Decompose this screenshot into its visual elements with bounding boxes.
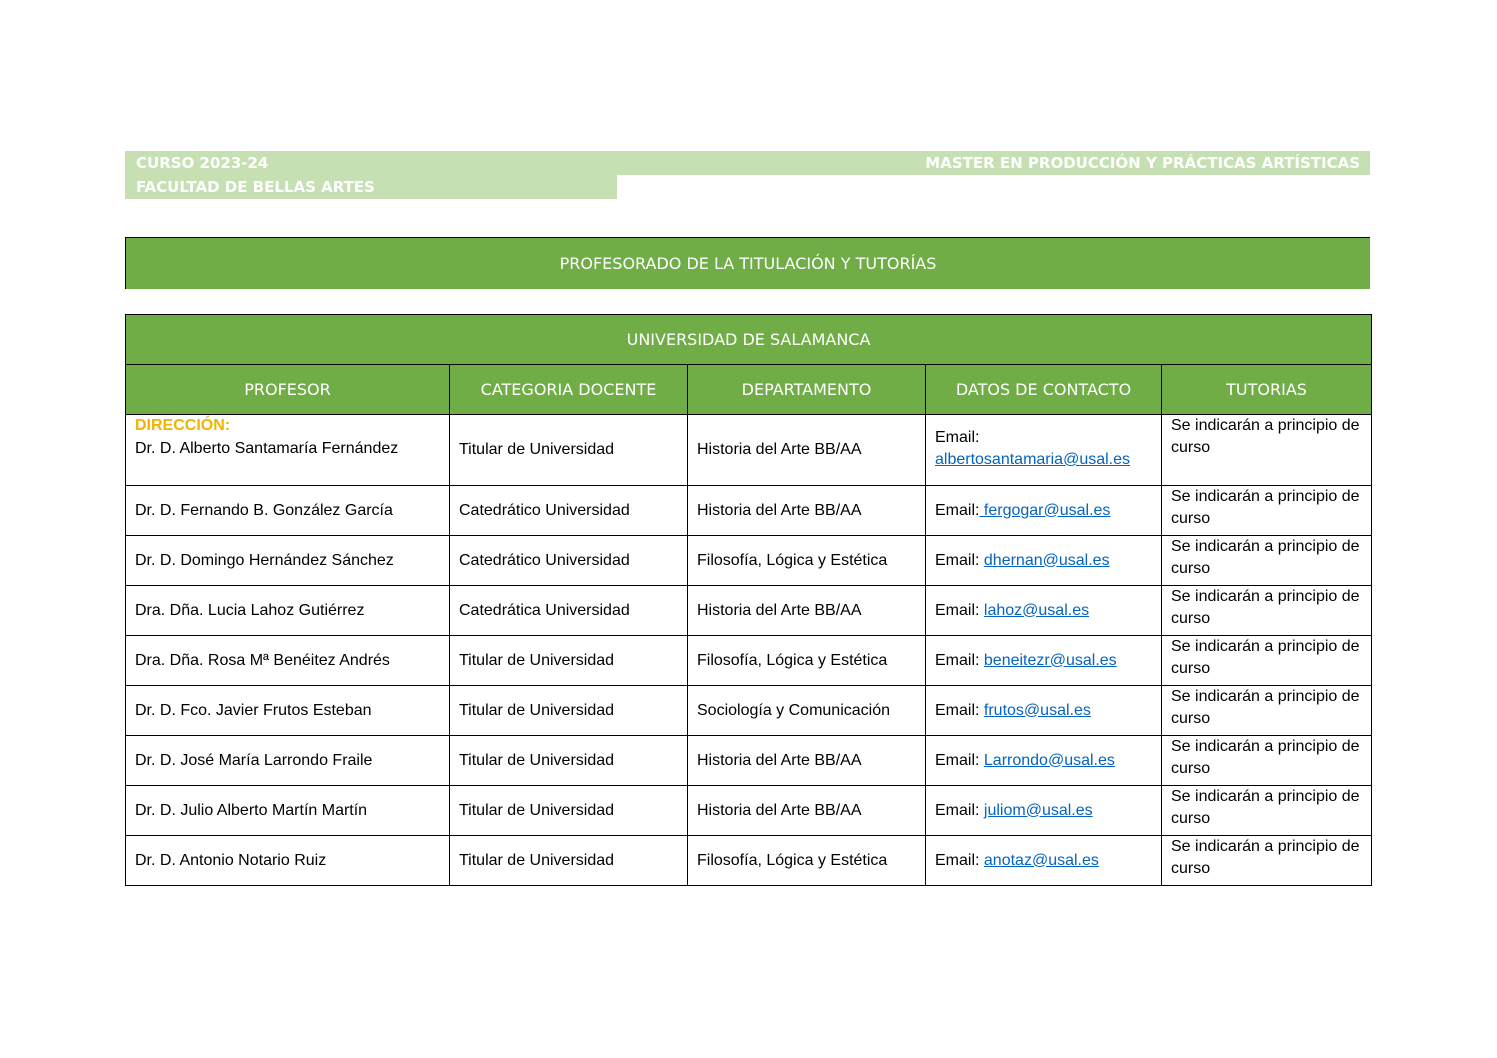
profesor-cell: Dr. D. Julio Alberto Martín Martín [126,786,450,836]
header-band-top [125,151,1370,175]
email-label: Email: [935,851,980,869]
table-row [126,686,1372,736]
categoria-cell: Titular de Universidad [450,786,688,836]
column-header-departamento: DEPARTAMENTO [688,365,926,415]
email-label: Email: [935,501,980,519]
categoria-cell: Titular de Universidad [450,415,688,486]
email-link[interactable]: albertosantamaria@usal.es [935,451,1131,468]
departamento-cell: Historia del Arte BB/AA [688,786,926,836]
table-row [126,786,1372,836]
profesor-cell: Dr. D. Domingo Hernández Sánchez [126,536,450,586]
profesor-cell: Dra. Dña. Rosa Mª Benéitez Andrés [126,636,450,686]
contacto-cell [926,486,1162,536]
contacto-cell [926,415,1162,486]
departamento-cell: Historia del Arte BB/AA [688,415,926,486]
categoria-cell: Titular de Universidad [450,636,688,686]
tutorias-cell: Se indicarán a principio de curso [1162,586,1372,636]
departamento-cell: Historia del Arte BB/AA [688,736,926,786]
contacto-cell [926,736,1162,786]
tutorias-cell: Se indicarán a principio de curso [1162,736,1372,786]
contacto-cell [926,636,1162,686]
departamento-cell: Historia del Arte BB/AA [688,586,926,636]
table-row [126,415,1372,486]
profesor-name: Dr. D. Alberto Santamaría Fernández [135,440,399,457]
categoria-cell: Titular de Universidad [450,686,688,736]
categoria-cell: Catedrática Universidad [450,586,688,636]
email-link[interactable]: lahoz@usal.es [983,601,1090,619]
column-header-contacto: DATOS DE CONTACTO [926,365,1162,415]
header-band-bottom [125,175,617,199]
contacto-cell [926,586,1162,636]
tutorias-cell: Se indicarán a principio de curso [1162,415,1372,486]
column-header-tutorias: TUTORIAS [1162,365,1372,415]
email-link[interactable]: anotaz@usal.es [983,851,1099,869]
contacto-cell [926,786,1162,836]
page-title: PROFESORADO DE LA TITULACIÓN Y TUTORÍAS [125,237,1370,289]
categoria-cell: Titular de Universidad [450,836,688,886]
course-label: CURSO 2023-24 [136,154,269,172]
profesor-cell: Dr. D. Antonio Notario Ruiz [126,836,450,886]
email-link[interactable]: beneitezr@usal.es [983,651,1117,669]
categoria-cell: Catedrático Universidad [450,486,688,536]
table-row [126,586,1372,636]
departamento-cell: Sociología y Comunicación [688,686,926,736]
email-label: Email: [935,801,980,819]
faculty-label: FACULTAD DE BELLAS ARTES [136,178,375,196]
email-label: Email: [935,601,980,619]
column-header-categoria: CATEGORIA DOCENTE [450,365,688,415]
contacto-cell [926,536,1162,586]
tutorias-cell: Se indicarán a principio de curso [1162,686,1372,736]
column-header-profesor: PROFESOR [126,365,450,415]
staff-table [125,314,1372,886]
contacto-cell [926,836,1162,886]
profesor-cell: Dr. D. Fco. Javier Frutos Esteban [126,686,450,736]
email-label: Email: [935,701,980,719]
email-label: Email: [935,429,980,446]
table-row [126,486,1372,536]
email-link[interactable]: juliom@usal.es [983,801,1093,819]
profesor-cell: Dr. D. José María Larrondo Fraile [126,736,450,786]
section-label-direccion: DIRECCIÓN: [135,417,231,434]
email-label: Email: [935,651,980,669]
tutorias-cell: Se indicarán a principio de curso [1162,786,1372,836]
table-row [126,536,1372,586]
university-heading: UNIVERSIDAD DE SALAMANCA [126,315,1372,365]
departamento-cell: Filosofía, Lógica y Estética [688,836,926,886]
table-row [126,636,1372,686]
categoria-cell: Catedrático Universidad [450,536,688,586]
email-label: Email: [935,551,980,569]
tutorias-cell: Se indicarán a principio de curso [1162,636,1372,686]
master-title: MASTER EN PRODUCCIÓN Y PRÁCTICAS ARTÍSTICAS [925,154,1360,172]
email-link[interactable]: frutos@usal.es [983,701,1091,719]
email-link[interactable]: fergogar@usal.es [979,501,1111,519]
contacto-cell [926,686,1162,736]
table-row [126,736,1372,786]
tutorias-cell: Se indicarán a principio de curso [1162,486,1372,536]
email-label: Email: [935,751,980,769]
tutorias-cell: Se indicarán a principio de curso [1162,836,1372,886]
departamento-cell: Historia del Arte BB/AA [688,486,926,536]
email-link[interactable]: Larrondo@usal.es [983,751,1115,769]
categoria-cell: Titular de Universidad [450,736,688,786]
departamento-cell: Filosofía, Lógica y Estética [688,536,926,586]
profesor-cell: Dra. Dña. Lucia Lahoz Gutiérrez [126,586,450,636]
profesor-cell: Dr. D. Fernando B. González García [126,486,450,536]
table-row [126,836,1372,886]
tutorias-cell: Se indicarán a principio de curso [1162,536,1372,586]
profesor-cell [126,415,450,486]
departamento-cell: Filosofía, Lógica y Estética [688,636,926,686]
email-link[interactable]: dhernan@usal.es [983,551,1110,569]
